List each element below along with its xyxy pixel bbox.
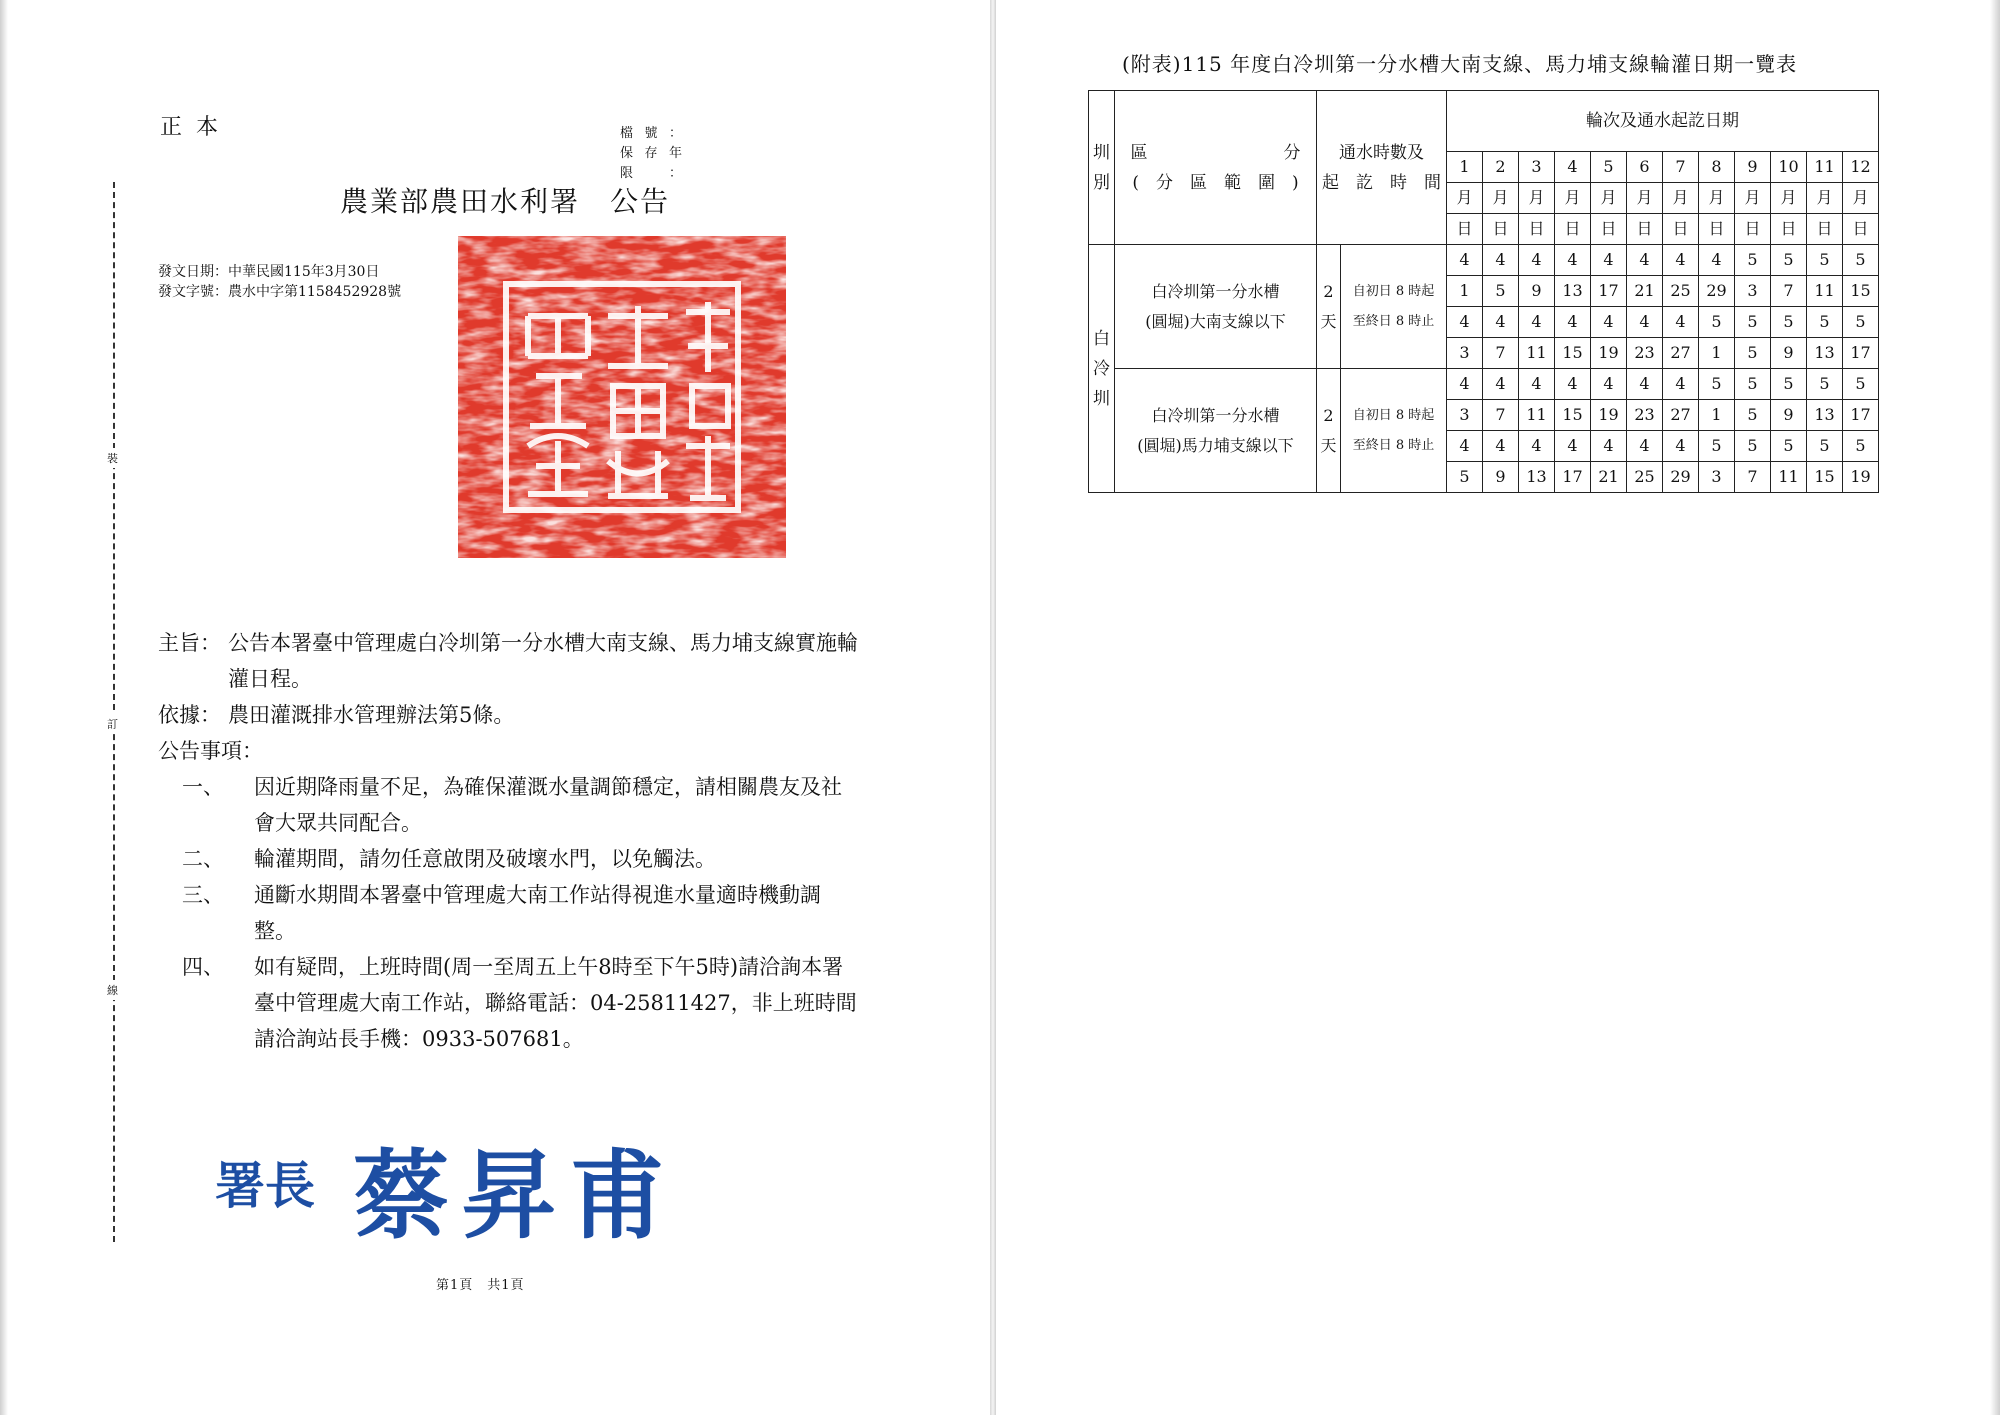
month-value: 4 [1447, 245, 1483, 276]
month-value: 5 [1807, 307, 1843, 338]
day-value: 3 [1447, 400, 1483, 431]
month-value: 4 [1447, 307, 1483, 338]
month-value: 4 [1447, 431, 1483, 462]
day-value: 27 [1663, 338, 1699, 369]
month-label: 月 [1771, 183, 1807, 214]
day-value: 9 [1483, 462, 1519, 493]
day-value: 11 [1807, 276, 1843, 307]
round-number: 12 [1843, 152, 1879, 183]
day-value: 5 [1735, 338, 1771, 369]
month-value: 5 [1699, 307, 1735, 338]
basis-label: 依據： [158, 703, 221, 727]
month-value: 4 [1627, 431, 1663, 462]
month-value: 5 [1807, 245, 1843, 276]
day-label: 日 [1735, 214, 1771, 245]
doc-type: 公告 [610, 185, 671, 218]
duration-value: 2 [1323, 405, 1334, 425]
duration-unit: 天 [1320, 435, 1337, 455]
day-value: 9 [1519, 276, 1555, 307]
day-label: 日 [1771, 214, 1807, 245]
end-time: 至終日 8 時止 [1352, 437, 1435, 453]
day-value: 23 [1627, 400, 1663, 431]
month-value: 4 [1519, 431, 1555, 462]
day-value: 7 [1483, 400, 1519, 431]
notice-item [182, 841, 858, 877]
month-value: 4 [1663, 431, 1699, 462]
day-value: 25 [1627, 462, 1663, 493]
time-range-cell [1341, 245, 1447, 369]
day-value: 17 [1555, 462, 1591, 493]
month-value: 4 [1591, 369, 1627, 400]
round-number: 6 [1627, 152, 1663, 183]
day-value: 13 [1807, 338, 1843, 369]
month-value: 5 [1843, 431, 1879, 462]
subject-label: 主旨： [158, 631, 221, 655]
month-value: 4 [1519, 245, 1555, 276]
month-label: 月 [1627, 183, 1663, 214]
page-shadow-right [1990, 0, 2000, 1415]
subject-section [158, 625, 858, 697]
round-number: 1 [1447, 152, 1483, 183]
page-shadow-left [0, 0, 8, 1415]
zone-name [1115, 369, 1317, 493]
end-time: 至終日 8 時止 [1352, 313, 1435, 329]
month-value: 4 [1483, 245, 1519, 276]
day-label: 日 [1555, 214, 1591, 245]
day-value: 17 [1591, 276, 1627, 307]
page-number: 第1頁 共1頁 [436, 1278, 525, 1293]
binding-char: 訂 [107, 714, 118, 734]
official-seal [458, 236, 786, 558]
round-number: 8 [1699, 152, 1735, 183]
day-value: 21 [1627, 276, 1663, 307]
month-value: 4 [1591, 431, 1627, 462]
notice-item [182, 877, 858, 949]
month-value: 5 [1735, 369, 1771, 400]
canal-cell [1089, 245, 1115, 493]
month-label: 月 [1663, 183, 1699, 214]
zone-name-line: (圓堀)馬力埔支線以下 [1137, 435, 1294, 455]
round-number: 3 [1519, 152, 1555, 183]
binding-char: 線 [107, 980, 118, 1000]
header-hours-top: 通水時數及 [1339, 142, 1424, 163]
month-label: 月 [1843, 183, 1879, 214]
header-hours-bottom: 起 訖 時 間 [1322, 172, 1441, 193]
day-value: 25 [1663, 276, 1699, 307]
day-label: 日 [1843, 214, 1879, 245]
notice-item [182, 769, 858, 841]
month-value: 4 [1555, 307, 1591, 338]
day-label: 日 [1483, 214, 1519, 245]
month-value: 5 [1807, 369, 1843, 400]
month-label: 月 [1483, 183, 1519, 214]
month-value: 4 [1555, 245, 1591, 276]
binding-char: 裝 [107, 448, 118, 468]
start-time: 自初日 8 時起 [1352, 407, 1435, 423]
day-value: 13 [1807, 400, 1843, 431]
day-label: 日 [1699, 214, 1735, 245]
day-value: 17 [1843, 400, 1879, 431]
header-zone-top: 區 分 [1130, 142, 1301, 163]
month-value: 5 [1735, 431, 1771, 462]
day-value: 5 [1447, 462, 1483, 493]
month-value: 4 [1663, 245, 1699, 276]
zone-name-line: 白冷圳第一分水槽 [1151, 281, 1280, 301]
header-canal-text: 圳別 [1093, 142, 1110, 193]
schedule-title: (附表)115 年度白冷圳第一分水槽大南支線、馬力埔支線輪灌日期一覽表 [1122, 52, 1798, 76]
month-value: 4 [1555, 431, 1591, 462]
day-value: 11 [1519, 400, 1555, 431]
start-time: 自初日 8 時起 [1352, 283, 1435, 299]
month-value: 4 [1591, 245, 1627, 276]
month-label: 月 [1555, 183, 1591, 214]
day-value: 23 [1627, 338, 1663, 369]
zone-name-line: 白冷圳第一分水槽 [1151, 405, 1280, 425]
signature-name: 蔡昇甫 [353, 1140, 677, 1252]
header-zone-bottom: ( 分 區 範 圍 ) [1132, 172, 1299, 193]
zone-name-line: (圓堀)大南支線以下 [1145, 311, 1286, 331]
month-label: 月 [1519, 183, 1555, 214]
day-value: 19 [1843, 462, 1879, 493]
notice-page [0, 0, 990, 1415]
time-range-cell [1341, 369, 1447, 493]
month-label: 月 [1591, 183, 1627, 214]
month-value: 4 [1627, 369, 1663, 400]
zone-name [1115, 245, 1317, 369]
round-number: 9 [1735, 152, 1771, 183]
canal-name: 白冷圳 [1093, 328, 1110, 409]
day-value: 29 [1699, 276, 1735, 307]
round-number: 11 [1807, 152, 1843, 183]
day-value: 11 [1519, 338, 1555, 369]
day-value: 5 [1483, 276, 1519, 307]
day-value: 1 [1699, 338, 1735, 369]
month-value: 4 [1519, 307, 1555, 338]
copy-mark: 正本 [160, 115, 233, 140]
day-label: 日 [1807, 214, 1843, 245]
basis-text: 農田灌溉排水管理辦法第5條。 [228, 703, 515, 727]
item-number: 四、 [182, 955, 224, 979]
schedule-row [1089, 369, 1879, 400]
month-value: 5 [1771, 369, 1807, 400]
month-value: 5 [1699, 369, 1735, 400]
month-label: 月 [1447, 183, 1483, 214]
day-value: 21 [1591, 462, 1627, 493]
month-value: 4 [1483, 369, 1519, 400]
subject-text: 公告本署臺中管理處白冷圳第一分水槽大南支線、馬力埔支線實施輪灌日程。 [228, 631, 858, 691]
file-no-label: 檔號： [620, 126, 682, 141]
day-value: 27 [1663, 400, 1699, 431]
day-value: 5 [1735, 400, 1771, 431]
round-number: 5 [1591, 152, 1627, 183]
month-value: 4 [1447, 369, 1483, 400]
month-value: 4 [1483, 307, 1519, 338]
month-value: 4 [1555, 369, 1591, 400]
month-value: 5 [1699, 431, 1735, 462]
month-value: 4 [1699, 245, 1735, 276]
day-value: 3 [1447, 338, 1483, 369]
notes-label: 公告事項： [158, 739, 263, 763]
day-label: 日 [1627, 214, 1663, 245]
notice-header [340, 180, 670, 220]
month-value: 5 [1735, 245, 1771, 276]
month-value: 5 [1843, 307, 1879, 338]
month-label: 月 [1735, 183, 1771, 214]
duration-value: 2 [1323, 281, 1334, 301]
signature-title: 署長 [215, 1157, 315, 1215]
binding-line [113, 182, 115, 1242]
day-value: 11 [1771, 462, 1807, 493]
schedule-table [1088, 90, 1879, 493]
month-label: 月 [1807, 183, 1843, 214]
day-value: 7 [1735, 462, 1771, 493]
day-value: 13 [1519, 462, 1555, 493]
month-value: 4 [1627, 245, 1663, 276]
issue-number: 發文字號：農水中字第1158452928號 [158, 284, 402, 300]
day-value: 3 [1699, 462, 1735, 493]
month-value: 5 [1735, 307, 1771, 338]
item-text: 因近期降雨量不足，為確保灌溉水量調節穩定，請相關農友及社會大眾共同配合。 [254, 775, 842, 835]
day-value: 15 [1843, 276, 1879, 307]
schedule-row [1089, 245, 1879, 276]
retention-label: 保存年限： [620, 146, 682, 181]
schedule-page [996, 0, 2000, 1415]
day-value: 19 [1591, 400, 1627, 431]
day-label: 日 [1519, 214, 1555, 245]
round-number: 4 [1555, 152, 1591, 183]
round-number: 2 [1483, 152, 1519, 183]
round-number: 10 [1771, 152, 1807, 183]
month-label: 月 [1699, 183, 1735, 214]
item-text: 輪灌期間，請勿任意啟閉及破壞水門，以免觸法。 [254, 847, 716, 871]
header-canal [1089, 91, 1115, 245]
month-value: 4 [1591, 307, 1627, 338]
day-value: 29 [1663, 462, 1699, 493]
header-row [1089, 91, 1879, 152]
basis-section [158, 697, 858, 733]
day-value: 17 [1843, 338, 1879, 369]
month-value: 5 [1771, 245, 1807, 276]
day-label: 日 [1447, 214, 1483, 245]
month-value: 5 [1771, 307, 1807, 338]
day-value: 19 [1591, 338, 1627, 369]
month-value: 5 [1843, 245, 1879, 276]
notice-item [182, 949, 858, 1057]
day-label: 日 [1663, 214, 1699, 245]
item-text: 通斷水期間本署臺中管理處大南工作站得視進水量適時機動調整。 [254, 883, 821, 943]
month-value: 4 [1663, 369, 1699, 400]
day-value: 9 [1771, 400, 1807, 431]
duration-cell [1317, 369, 1341, 493]
agency-name: 農業部農田水利署 [340, 185, 581, 218]
header-zone [1115, 91, 1317, 245]
day-value: 15 [1555, 338, 1591, 369]
day-value: 15 [1555, 400, 1591, 431]
day-value: 7 [1771, 276, 1807, 307]
day-value: 15 [1807, 462, 1843, 493]
file-meta [620, 124, 682, 184]
notice-body [158, 625, 858, 1057]
item-text: 如有疑問，上班時間(周一至周五上午8時至下午5時)請洽詢本署臺中管理處大南工作站，聯絡電話：04-25811427，非上班時間請洽詢站長手機：0933-507681。 [254, 955, 857, 1051]
month-value: 5 [1807, 431, 1843, 462]
day-value: 9 [1771, 338, 1807, 369]
month-value: 4 [1663, 307, 1699, 338]
header-hours [1317, 91, 1447, 245]
month-value: 4 [1519, 369, 1555, 400]
issue-info [158, 262, 401, 302]
month-value: 5 [1771, 431, 1807, 462]
month-value: 5 [1843, 369, 1879, 400]
day-value: 3 [1735, 276, 1771, 307]
day-value: 13 [1555, 276, 1591, 307]
day-label: 日 [1591, 214, 1627, 245]
item-number: 二、 [182, 847, 224, 871]
item-number: 三、 [182, 883, 224, 907]
month-value: 4 [1483, 431, 1519, 462]
header-rounds: 輪次及通水起訖日期 [1447, 91, 1879, 152]
duration-cell [1317, 245, 1341, 369]
month-value: 4 [1627, 307, 1663, 338]
duration-unit: 天 [1320, 311, 1337, 331]
issue-date: 發文日期：中華民國115年3月30日 [158, 264, 380, 280]
day-value: 1 [1447, 276, 1483, 307]
round-number: 7 [1663, 152, 1699, 183]
item-number: 一、 [182, 775, 224, 799]
day-value: 1 [1699, 400, 1735, 431]
day-value: 7 [1483, 338, 1519, 369]
